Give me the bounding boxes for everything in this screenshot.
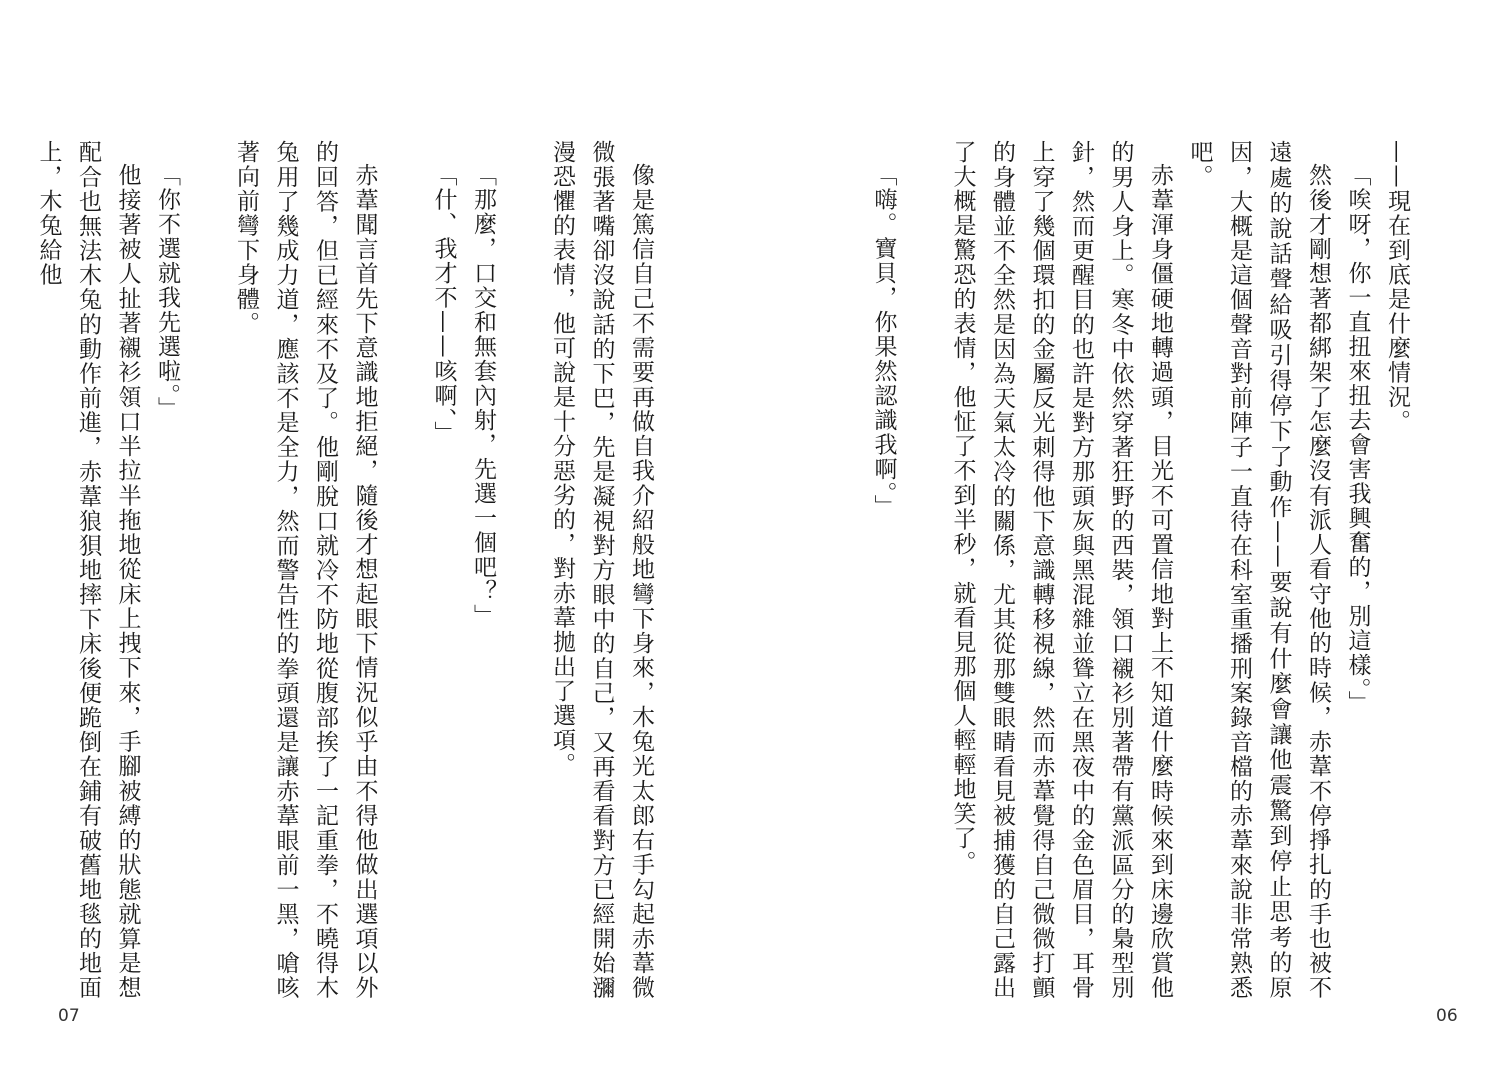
paragraph-gap xyxy=(903,140,943,1000)
dialogue-paragraph: 「什、我才不——咳啊、」 xyxy=(430,163,457,446)
paragraph: 赤葦渾身僵硬地轉過頭，目光不可置信地對上不知道什麼時候來到床邊欣賞他的男人身上。寒冬中依然穿著狂野的西裝，領口襯衫別著帶有黨派區分的梟型別針，然而更醒目的也許是對方那頭灰與黑混雜並聳立在黑夜中的金色眉目，耳骨上穿了幾個環扣的金屬反光刺得他下意識轉移視線，然而赤葦覺得自己微微打顫的身體並不全然是因為天氣太冷的關係，尤其從那雙眼睛看見被捕獲的自己露出了大概是驚恐的表情，他怔了不到半秒，就看見那個人輕輕地笑了。 xyxy=(949,140,1173,1000)
dialogue-paragraph: 「嗨。寶貝，你果然認識我啊。」 xyxy=(870,163,897,519)
left-page-text xyxy=(35,140,660,1000)
paragraph: 然後才剛想著都綁架了怎麼沒有派人看守他的時候，赤葦不停掙扎的手也被不遠處的說話聲給吸引得停下了動作——要說有什麼會讓他震驚到停止思考的原因，大概是這個聲音對前陣子一直待在科室重播刑案錄音檔的赤葦來說非常熟悉吧。 xyxy=(1186,140,1331,1000)
paragraph-gap xyxy=(502,140,542,1000)
paragraph: 赤葦聞言首先下意識地拒絕，隨後才想起眼下情況似乎由不得他做出選項以外的回答，但已經來不及了。他剛脫口就冷不防地從腹部挨了一記重拳，不曉得木兔用了幾成力道，應該不是全力，然而警告性的拳頭還是讓赤葦眼前一黑，嗆咳著向前彎下身體。 xyxy=(233,140,378,1000)
right-page xyxy=(756,0,1512,1075)
paragraph: ——現在到底是什麼情況。 xyxy=(1384,140,1410,434)
right-page-text xyxy=(856,140,1416,1000)
paragraph-gap xyxy=(186,140,226,1000)
dialogue-paragraph: 「那麼，口交和無套內射，先選一個吧？」 xyxy=(470,163,496,629)
dialogue-paragraph: 「唉呀，你一直扭來扭去會害我興奮的，別這樣。」 xyxy=(1344,163,1371,715)
dialogue-paragraph: 「你不選就我先選啦。」 xyxy=(154,163,180,421)
paragraph-gap xyxy=(384,140,424,1000)
page-number: 06 xyxy=(1436,1006,1458,1026)
page-number: 07 xyxy=(58,1006,80,1026)
paragraph: 他接著被人扯著襯衫領口半拉半拖地從床上拽下來，手腳被縛的狀態就算是想配合也無法木兔的動作前進，赤葦狼狽地摔下床後便跪倒在鋪有破舊地毯的地面上，木兔給他 xyxy=(35,140,141,1000)
paragraph: 像是篤信自己不需要再做自我介紹般地彎下身來，木兔光太郎右手勾起赤葦微微張著嘴卻沒說話的下巴，先是凝視對方眼中的自己，又再看看對方已經開始瀰漫恐懼的表情，他可說是十分惡劣的，對赤葦拋出了選項。 xyxy=(549,140,654,1000)
